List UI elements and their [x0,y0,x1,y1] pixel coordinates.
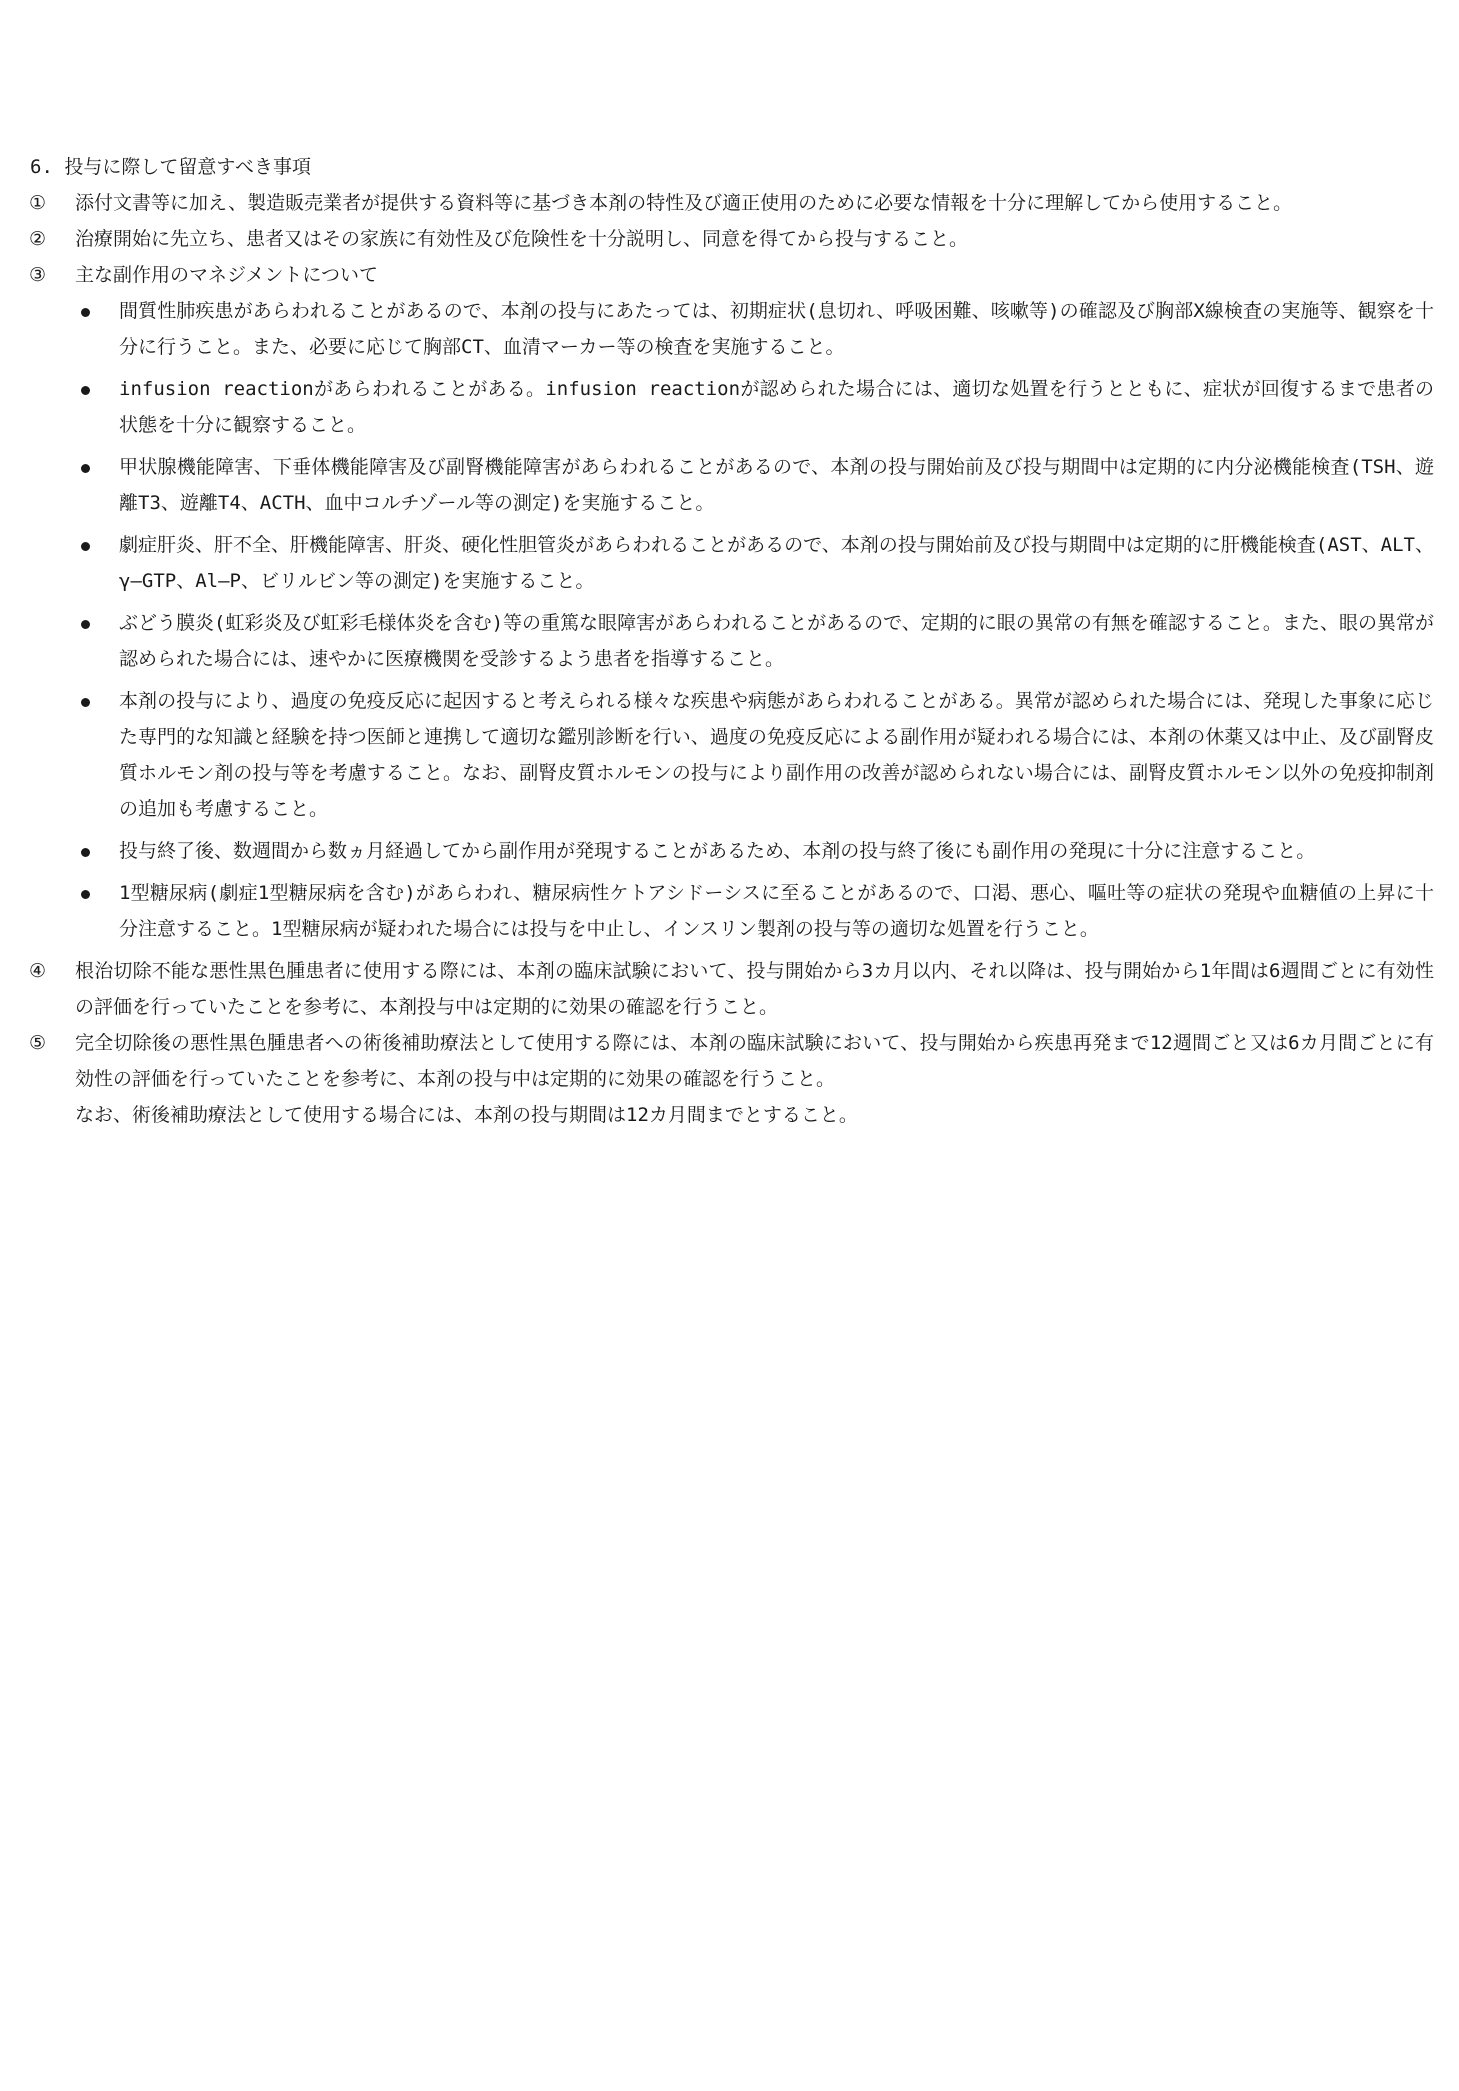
bullet-item [75,371,1434,443]
bullet-text: 間質性肺疾患があらわれることがあるので、本剤の投与にあたっては、初期症状(息切れ、呼吸困難、咳嗽等)の確認及び胸部X線検査の実施等、観察を十分に行うこと。また、必要に応じて胸部CT、血清マーカー等の検査を実施すること。 [119,300,1434,358]
item-text: 添付文書等に加え、製造販売業者が提供する資料等に基づき本剤の特性及び適正使用のために必要な情報を十分に理解してから使用すること。 [75,192,1293,214]
bullet-text: 1型糖尿病(劇症1型糖尿病を含む)があらわれ、糖尿病性ケトアシドーシスに至ることがあるので、口渇、悪心、嘔吐等の症状の発現や血糖値の上昇に十分注意すること。1型糖尿病が疑われた場合には投与を中止し、インスリン製剤の投与等の適切な処置を行うこと。 [119,882,1434,940]
bullet-dot-icon [81,698,90,707]
section-heading: 6. 投与に際して留意すべき事項 [30,156,311,178]
item-marker: ③ [29,264,47,286]
bullet-dot-icon [81,620,90,629]
item-text: 根治切除不能な悪性黒色腫患者に使用する際には、本剤の臨床試験において、投与開始から3カ月以内、それ以降は、投与開始から1年間は6週間ごとに有効性の評価を行っていたことを参考に、本剤投与中は定期的に効果の確認を行うこと。 [75,960,1434,1018]
document-body [29,149,1434,1133]
bullet-text: 本剤の投与により、過度の免疫反応に起因すると考えられる様々な疾患や病態があらわれることがある。異常が認められた場合には、発現した事象に応じた専門的な知識と経験を持つ医師と連携して適切な鑑別診断を行い、過度の免疫反応による副作用が疑われる場合には、本剤の休薬又は中止、及び副腎皮質ホルモン剤の投与等を考慮すること。なお、副腎皮質ホルモンの投与により副作用の改善が認められない場合には、副腎皮質ホルモン以外の免疫抑制剤の追加も考慮すること。 [119,690,1434,820]
bullet-item [75,527,1434,599]
bullet-item [75,293,1434,365]
bullet-text: infusion reactionがあらわれることがある。infusion reactionが認められた場合には、適切な処置を行うとともに、症状が回復するまで患者の状態を十分に観察すること。 [119,378,1434,436]
item-text: 治療開始に先立ち、患者又はその家族に有効性及び危険性を十分説明し、同意を得てから投与すること。 [75,228,969,250]
bullet-dot-icon [81,464,90,473]
bullet-dot-icon [81,542,90,551]
item-marker: ④ [29,960,47,982]
bullet-item [75,875,1434,947]
bullet-item [75,683,1434,827]
item-text: 主な副作用のマネジメントについて [75,264,379,286]
bullet-text: 甲状腺機能障害、下垂体機能障害及び副腎機能障害があらわれることがあるので、本剤の投与開始前及び投与期間中は定期的に内分泌機能検査(TSH、遊離T3、遊離T4、ACTH、血中コルチゾール等の測定)を実施すること。 [119,456,1434,514]
item-marker: ⑤ [29,1032,47,1054]
list-item-3 [29,257,1434,947]
list-item-4 [29,953,1434,1025]
bullet-text: 劇症肝炎、肝不全、肝機能障害、肝炎、硬化性胆管炎があらわれることがあるので、本剤の投与開始前及び投与期間中は定期的に肝機能検査(AST、ALT、γ—GTP、Al—P、ビリルビン等の測定)を実施すること。 [119,534,1434,592]
side-effect-bullet-list [75,293,1434,947]
list-item-2 [29,221,1434,257]
list-item-5 [29,1025,1434,1097]
bullet-text: 投与終了後、数週間から数ヵ月経過してから副作用が発現することがあるため、本剤の投与終了後にも副作用の発現に十分に注意すること。 [119,840,1316,862]
list-item-1 [29,185,1434,221]
bullet-dot-icon [81,890,90,899]
bullet-text: ぶどう膜炎(虹彩炎及び虹彩毛様体炎を含む)等の重篤な眼障害があらわれることがあるので、定期的に眼の異常の有無を確認すること。また、眼の異常が認められた場合には、速やかに医療機関を受診するよう患者を指導すること。 [119,612,1434,670]
bullet-item [75,605,1434,677]
bullet-dot-icon [81,308,90,317]
item-text: 完全切除後の悪性黒色腫患者への術後補助療法として使用する際には、本剤の臨床試験において、投与開始から疾患再発まで12週間ごと又は6カ月間ごとに有効性の評価を行っていたことを参考に、本剤の投与中は定期的に効果の確認を行うこと。 [75,1032,1434,1090]
item-marker: ① [29,192,47,214]
supplementary-note: なお、術後補助療法として使用する場合には、本剤の投与期間は12カ月間までとすること。 [75,1104,858,1126]
bullet-item [75,833,1434,869]
bullet-item [75,449,1434,521]
bullet-dot-icon [81,848,90,857]
item-marker: ② [29,228,47,250]
bullet-dot-icon [81,386,90,395]
